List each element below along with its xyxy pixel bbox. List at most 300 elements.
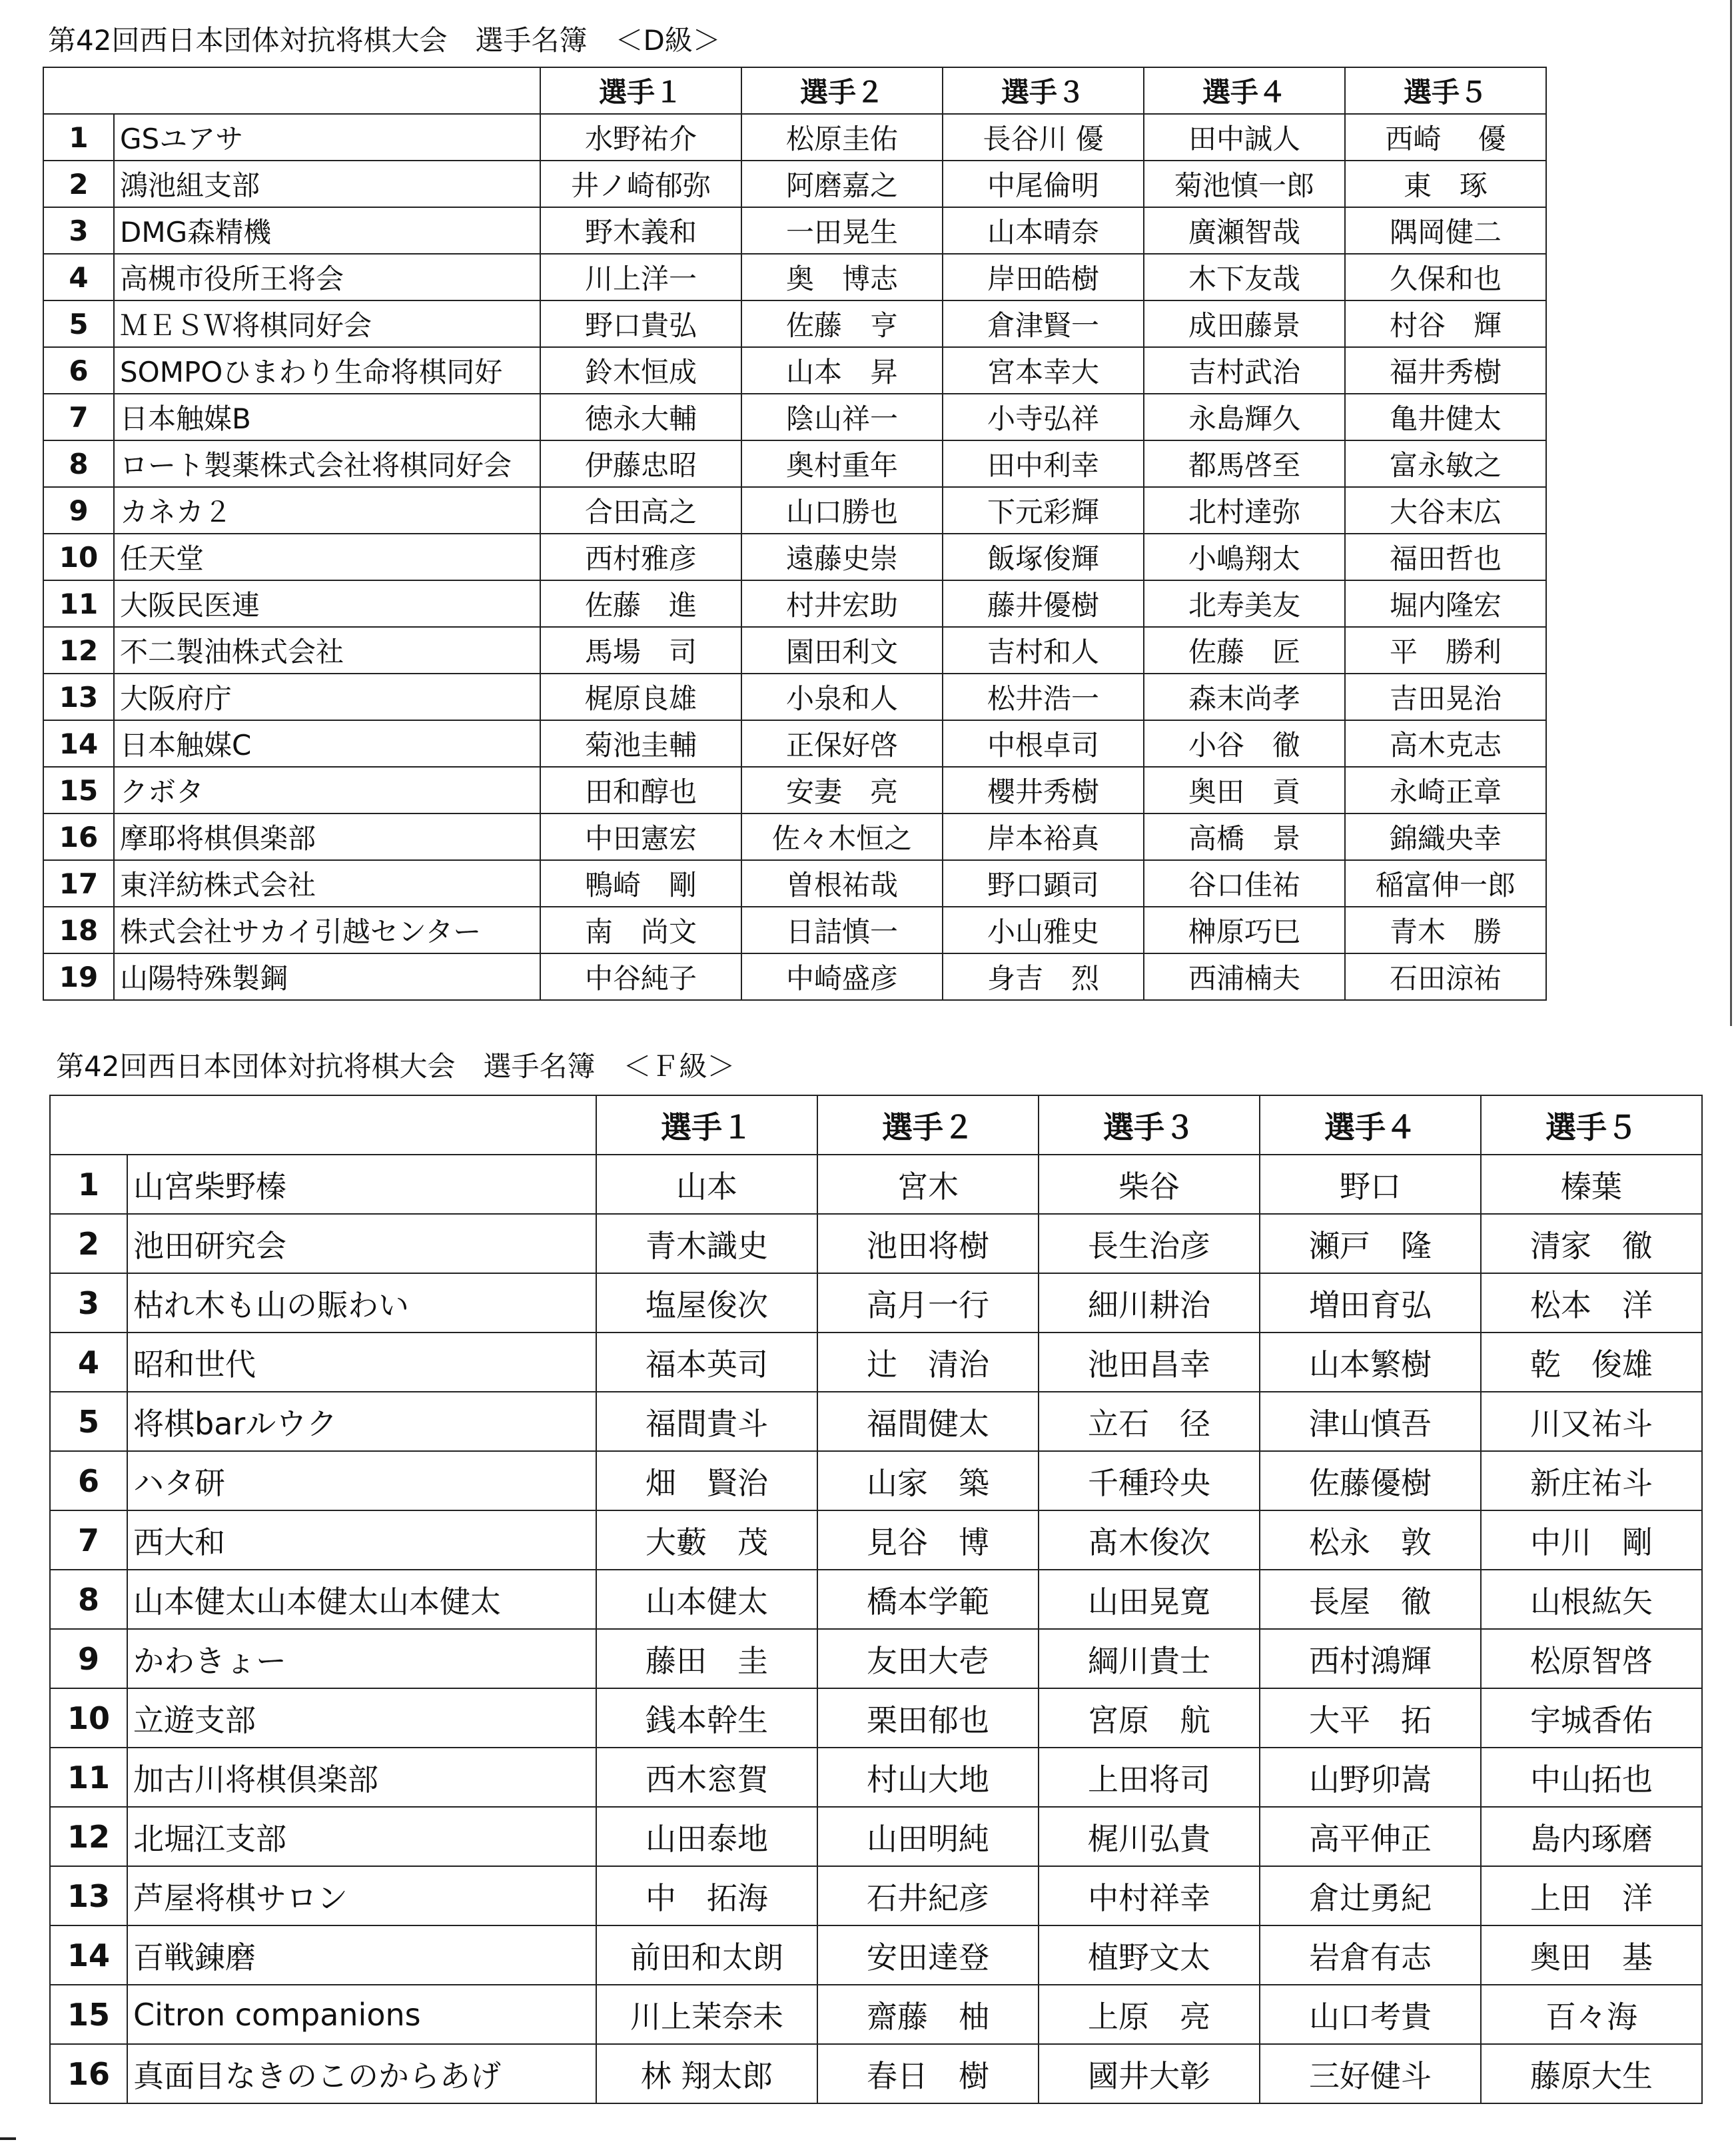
table-row <box>50 2044 1702 2103</box>
player-1-name: 鈴木恒成 <box>540 347 741 394</box>
player-1-name: 大藪 茂 <box>596 1510 817 1570</box>
player-3-name: 細川耕治 <box>1039 1273 1260 1333</box>
player-1-name: 伊藤忠昭 <box>540 440 741 487</box>
player-3-name: 綱川貴士 <box>1039 1629 1260 1688</box>
player-3-name: 吉村和人 <box>943 627 1144 674</box>
row-number: 10 <box>43 534 114 580</box>
header-player-3: 選手３ <box>1039 1095 1260 1155</box>
player-5-name: 久保和也 <box>1345 254 1546 300</box>
player-3-name: 櫻井秀樹 <box>943 767 1144 813</box>
row-number: 12 <box>50 1807 127 1866</box>
team-name: 日本触媒C <box>114 720 540 767</box>
player-4-name: 菊池慎一郎 <box>1144 161 1345 207</box>
team-name: SOMPOひまわり生命将棋同好 <box>114 347 540 394</box>
table-row <box>43 487 1546 534</box>
player-1-name: 福本英司 <box>596 1333 817 1392</box>
player-4-name: 成田藤景 <box>1144 300 1345 347</box>
player-4-name: 奥田 貢 <box>1144 767 1345 813</box>
table-header-row <box>43 67 1546 114</box>
header-player-3: 選手３ <box>943 67 1144 114</box>
player-1-name: 藤田 圭 <box>596 1629 817 1688</box>
row-number: 4 <box>43 254 114 300</box>
player-1-name: 山本健太 <box>596 1570 817 1629</box>
player-5-name: 山根紘矢 <box>1481 1570 1702 1629</box>
player-3-name: 梶川弘貴 <box>1039 1807 1260 1866</box>
player-4-name: 三好健斗 <box>1260 2044 1481 2103</box>
header-player-5: 選手５ <box>1345 67 1546 114</box>
team-name: 大阪府庁 <box>114 674 540 720</box>
team-name: DMG森精機 <box>114 207 540 254</box>
player-1-name: 徳永大輔 <box>540 394 741 440</box>
player-3-name: 中尾倫明 <box>943 161 1144 207</box>
player-3-name: 山田晃寛 <box>1039 1570 1260 1629</box>
player-3-name: 千種玲央 <box>1039 1451 1260 1510</box>
table-row <box>50 1985 1702 2044</box>
row-number: 9 <box>43 487 114 534</box>
team-name: 高槻市役所王将会 <box>114 254 540 300</box>
row-number: 3 <box>50 1273 127 1333</box>
header-player-1: 選手１ <box>596 1095 817 1155</box>
team-name: 摩耶将棋倶楽部 <box>114 813 540 860</box>
player-4-name: 田中誠人 <box>1144 114 1345 161</box>
player-2-name: 山田明純 <box>817 1807 1039 1866</box>
player-5-name: 奥田 基 <box>1481 1925 1702 1985</box>
player-1-name: 川上茉奈未 <box>596 1985 817 2044</box>
row-number: 15 <box>50 1985 127 2044</box>
player-3-name: 藤井優樹 <box>943 580 1144 627</box>
player-3-name: 柴谷 <box>1039 1155 1260 1214</box>
player-1-name: 野木義和 <box>540 207 741 254</box>
player-2-name: 日詰慎一 <box>741 907 943 953</box>
player-5-name: 福田哲也 <box>1345 534 1546 580</box>
player-1-name: 中 拓海 <box>596 1866 817 1925</box>
player-1-name: 福間貴斗 <box>596 1392 817 1451</box>
player-1-name: 中田憲宏 <box>540 813 741 860</box>
player-1-name: 林 翔太郎 <box>596 2044 817 2103</box>
player-4-name: 西村鴻輝 <box>1260 1629 1481 1688</box>
player-1-name: 佐藤 進 <box>540 580 741 627</box>
table-row <box>50 1510 1702 1570</box>
player-2-name: 佐々木恒之 <box>741 813 943 860</box>
player-2-name: 村井宏助 <box>741 580 943 627</box>
player-1-name: 水野祐介 <box>540 114 741 161</box>
player-1-name: 前田和太朗 <box>596 1925 817 1985</box>
team-name: ハタ研 <box>127 1451 596 1510</box>
team-name: 任天堂 <box>114 534 540 580</box>
player-5-name: 宇城香佑 <box>1481 1688 1702 1748</box>
player-4-name: 岩倉有志 <box>1260 1925 1481 1985</box>
table-row <box>43 207 1546 254</box>
player-4-name: 榊原巧巳 <box>1144 907 1345 953</box>
player-4-name: 瀬戸 隆 <box>1260 1214 1481 1273</box>
player-4-name: 木下友哉 <box>1144 254 1345 300</box>
row-number: 5 <box>50 1392 127 1451</box>
player-1-name: 合田高之 <box>540 487 741 534</box>
player-4-name: 小嶋翔太 <box>1144 534 1345 580</box>
team-name: 山陽特殊製鋼 <box>114 953 540 1000</box>
team-name: 鴻池組支部 <box>114 161 540 207</box>
header-player-2: 選手２ <box>817 1095 1039 1155</box>
table-row <box>50 1155 1702 1214</box>
table-row <box>50 1629 1702 1688</box>
player-5-name: 村谷 輝 <box>1345 300 1546 347</box>
player-5-name: 上田 洋 <box>1481 1866 1702 1925</box>
table-row <box>43 534 1546 580</box>
team-name: 株式会社サカイ引越センター <box>114 907 540 953</box>
player-1-name: 井ノ崎郁弥 <box>540 161 741 207</box>
player-4-name: 山口考貴 <box>1260 1985 1481 2044</box>
page-edge-line <box>1730 0 1732 1026</box>
team-name: 芦屋将棋サロン <box>127 1866 596 1925</box>
table-row <box>50 1748 1702 1807</box>
player-3-name: 下元彩輝 <box>943 487 1144 534</box>
player-3-name: 松井浩一 <box>943 674 1144 720</box>
table-row <box>50 1273 1702 1333</box>
row-number: 14 <box>43 720 114 767</box>
player-2-name: 阿磨嘉之 <box>741 161 943 207</box>
team-name: 池田研究会 <box>127 1214 596 1273</box>
table-row <box>50 1333 1702 1392</box>
player-4-name: 津山慎吾 <box>1260 1392 1481 1451</box>
player-5-name: 西崎 優 <box>1345 114 1546 161</box>
team-name: 昭和世代 <box>127 1333 596 1392</box>
player-5-name: 堀内隆宏 <box>1345 580 1546 627</box>
player-5-name: 石田涼祐 <box>1345 953 1546 1000</box>
table-row <box>43 114 1546 161</box>
player-4-name: 廣瀬智哉 <box>1144 207 1345 254</box>
player-5-name: 松原智啓 <box>1481 1629 1702 1688</box>
player-2-name: 奥 博志 <box>741 254 943 300</box>
row-number: 6 <box>43 347 114 394</box>
row-number: 17 <box>43 860 114 907</box>
table-row <box>50 1214 1702 1273</box>
player-2-name: 安田達登 <box>817 1925 1039 1985</box>
player-4-name: 倉辻勇紀 <box>1260 1866 1481 1925</box>
row-number: 11 <box>50 1748 127 1807</box>
row-number: 4 <box>50 1333 127 1392</box>
player-4-name: 山本繁樹 <box>1260 1333 1481 1392</box>
player-1-name: 山本 <box>596 1155 817 1214</box>
player-3-name: 植野文太 <box>1039 1925 1260 1985</box>
team-name: 真面目なきのこのからあげ <box>127 2044 596 2103</box>
team-name: GSユアサ <box>114 114 540 161</box>
player-2-name: 中崎盛彦 <box>741 953 943 1000</box>
row-number: 7 <box>43 394 114 440</box>
player-2-name: 村山大地 <box>817 1748 1039 1807</box>
player-2-name: 小泉和人 <box>741 674 943 720</box>
header-player-2: 選手２ <box>741 67 943 114</box>
player-4-name: 高平伸正 <box>1260 1807 1481 1866</box>
row-number: 1 <box>50 1155 127 1214</box>
player-1-name: 田和醇也 <box>540 767 741 813</box>
player-2-name: 春日 樹 <box>817 2044 1039 2103</box>
player-2-name: 宮木 <box>817 1155 1039 1214</box>
table-row <box>50 1866 1702 1925</box>
player-5-name: 大谷末広 <box>1345 487 1546 534</box>
row-number: 19 <box>43 953 114 1000</box>
player-1-name: 野口貴弘 <box>540 300 741 347</box>
table-row <box>50 1688 1702 1748</box>
row-number: 14 <box>50 1925 127 1985</box>
player-3-name: 倉津賢一 <box>943 300 1144 347</box>
player-3-name: 宮本幸大 <box>943 347 1144 394</box>
table-row <box>43 860 1546 907</box>
player-4-name: 高橋 景 <box>1144 813 1345 860</box>
row-number: 12 <box>43 627 114 674</box>
player-5-name: 清家 徹 <box>1481 1214 1702 1273</box>
player-2-name: 見谷 博 <box>817 1510 1039 1570</box>
player-3-name: 中根卓司 <box>943 720 1144 767</box>
player-3-name: 髙木俊次 <box>1039 1510 1260 1570</box>
player-3-name: 岸田皓樹 <box>943 254 1144 300</box>
row-number: 13 <box>43 674 114 720</box>
player-1-name: 鴨崎 剛 <box>540 860 741 907</box>
header-player-4: 選手４ <box>1144 67 1345 114</box>
player-1-name: 梶原良雄 <box>540 674 741 720</box>
row-number: 7 <box>50 1510 127 1570</box>
player-2-name: 橋本学範 <box>817 1570 1039 1629</box>
table-row <box>43 347 1546 394</box>
team-name: ＭＥＳＷ将棋同好会 <box>114 300 540 347</box>
row-number: 16 <box>50 2044 127 2103</box>
table-row <box>50 1451 1702 1510</box>
header-player-4: 選手４ <box>1260 1095 1481 1155</box>
player-3-name: 田中利幸 <box>943 440 1144 487</box>
player-3-name: 野口顕司 <box>943 860 1144 907</box>
player-2-name: 栗田郁也 <box>817 1688 1039 1748</box>
player-4-name: 佐藤優樹 <box>1260 1451 1481 1510</box>
player-3-name: 中村祥幸 <box>1039 1866 1260 1925</box>
player-4-name: 松永 敦 <box>1260 1510 1481 1570</box>
row-number: 11 <box>43 580 114 627</box>
player-3-name: 宮原 航 <box>1039 1688 1260 1748</box>
page-corner-mark <box>0 2137 16 2140</box>
player-2-name: 曽根祐哉 <box>741 860 943 907</box>
row-number: 6 <box>50 1451 127 1510</box>
player-5-name: 乾 俊雄 <box>1481 1333 1702 1392</box>
team-name: 将棋barルウク <box>127 1392 596 1451</box>
player-2-name: 陰山祥一 <box>741 394 943 440</box>
player-3-name: 山本晴奈 <box>943 207 1144 254</box>
table-row <box>50 1925 1702 1985</box>
player-2-name: 山口勝也 <box>741 487 943 534</box>
player-1-name: 南 尚文 <box>540 907 741 953</box>
team-name: 北堀江支部 <box>127 1807 596 1866</box>
player-1-name: 西木窓賀 <box>596 1748 817 1807</box>
table-row <box>43 627 1546 674</box>
player-3-name: 飯塚俊輝 <box>943 534 1144 580</box>
player-5-name: 新庄祐斗 <box>1481 1451 1702 1510</box>
player-4-name: 北寿美友 <box>1144 580 1345 627</box>
player-5-name: 吉田晃治 <box>1345 674 1546 720</box>
team-name: 加古川将棋倶楽部 <box>127 1748 596 1807</box>
table-header-row <box>50 1095 1702 1155</box>
player-5-name: 永崎正章 <box>1345 767 1546 813</box>
f-class-title: 第42回西日本団体対抗将棋大会 選手名簿 ＜Ｆ級＞ <box>56 1050 735 1083</box>
player-2-name: 一田晃生 <box>741 207 943 254</box>
d-class-roster-table <box>43 67 1547 1001</box>
table-row <box>43 394 1546 440</box>
player-2-name: 遠藤史崇 <box>741 534 943 580</box>
header-blank <box>50 1095 596 1155</box>
player-2-name: 松原圭佑 <box>741 114 943 161</box>
team-name: 不二製油株式会社 <box>114 627 540 674</box>
player-5-name: 川又祐斗 <box>1481 1392 1702 1451</box>
row-number: 8 <box>50 1570 127 1629</box>
team-name: かわきょー <box>127 1629 596 1688</box>
table-row <box>43 813 1546 860</box>
team-name: 枯れ木も山の賑わい <box>127 1273 596 1333</box>
player-5-name: 富永敏之 <box>1345 440 1546 487</box>
player-3-name: 身吉 烈 <box>943 953 1144 1000</box>
team-name: 百戦錬磨 <box>127 1925 596 1985</box>
table-row <box>43 161 1546 207</box>
player-2-name: 山本 昇 <box>741 347 943 394</box>
table-row <box>43 953 1546 1000</box>
row-number: 16 <box>43 813 114 860</box>
player-3-name: 立石 径 <box>1039 1392 1260 1451</box>
row-number: 18 <box>43 907 114 953</box>
player-3-name: 長生治彦 <box>1039 1214 1260 1273</box>
row-number: 1 <box>43 114 114 161</box>
table-row <box>50 1392 1702 1451</box>
player-3-name: 上原 亮 <box>1039 1985 1260 2044</box>
player-4-name: 谷口佳祐 <box>1144 860 1345 907</box>
player-2-name: 石井紀彦 <box>817 1866 1039 1925</box>
player-5-name: 藤原大生 <box>1481 2044 1702 2103</box>
player-1-name: 川上洋一 <box>540 254 741 300</box>
player-2-name: 佐藤 亨 <box>741 300 943 347</box>
team-name: カネカ２ <box>114 487 540 534</box>
table-row <box>43 440 1546 487</box>
player-3-name: 岸本裕真 <box>943 813 1144 860</box>
player-4-name: 佐藤 匠 <box>1144 627 1345 674</box>
player-4-name: 大平 拓 <box>1260 1688 1481 1748</box>
row-number: 2 <box>43 161 114 207</box>
header-blank <box>43 67 540 114</box>
player-5-name: 中山拓也 <box>1481 1748 1702 1807</box>
player-1-name: 中谷純子 <box>540 953 741 1000</box>
player-3-name: 池田昌幸 <box>1039 1333 1260 1392</box>
player-2-name: 辻 清治 <box>817 1333 1039 1392</box>
table-row <box>43 674 1546 720</box>
player-5-name: 稲富伸一郎 <box>1345 860 1546 907</box>
table-row <box>50 1570 1702 1629</box>
player-3-name: 國井大彰 <box>1039 2044 1260 2103</box>
player-1-name: 菊池圭輔 <box>540 720 741 767</box>
row-number: 15 <box>43 767 114 813</box>
player-4-name: 西浦楠夫 <box>1144 953 1345 1000</box>
player-1-name: 山田泰地 <box>596 1807 817 1866</box>
player-4-name: 増田育弘 <box>1260 1273 1481 1333</box>
player-1-name: 銭本幹生 <box>596 1688 817 1748</box>
player-5-name: 青木 勝 <box>1345 907 1546 953</box>
player-4-name: 永島輝久 <box>1144 394 1345 440</box>
table-row <box>43 580 1546 627</box>
player-4-name: 野口 <box>1260 1155 1481 1214</box>
player-1-name: 塩屋俊次 <box>596 1273 817 1333</box>
player-4-name: 吉村武治 <box>1144 347 1345 394</box>
player-5-name: 亀井健太 <box>1345 394 1546 440</box>
player-5-name: 榛葉 <box>1481 1155 1702 1214</box>
player-3-name: 小山雅史 <box>943 907 1144 953</box>
player-2-name: 池田将樹 <box>817 1214 1039 1273</box>
team-name: クボタ <box>114 767 540 813</box>
team-name: 山本健太山本健太山本健太 <box>127 1570 596 1629</box>
player-5-name: 島内琢磨 <box>1481 1807 1702 1866</box>
player-5-name: 福井秀樹 <box>1345 347 1546 394</box>
table-row <box>43 767 1546 813</box>
row-number: 9 <box>50 1629 127 1688</box>
header-player-5: 選手５ <box>1481 1095 1702 1155</box>
f-class-roster-table <box>49 1095 1703 2104</box>
row-number: 3 <box>43 207 114 254</box>
team-name: 西大和 <box>127 1510 596 1570</box>
player-5-name: 中川 剛 <box>1481 1510 1702 1570</box>
player-1-name: 馬場 司 <box>540 627 741 674</box>
player-5-name: 隅岡健二 <box>1345 207 1546 254</box>
player-4-name: 山野卯嵩 <box>1260 1748 1481 1807</box>
player-5-name: 高木克志 <box>1345 720 1546 767</box>
player-4-name: 小谷 徹 <box>1144 720 1345 767</box>
table-row <box>50 1807 1702 1866</box>
player-2-name: 福間健太 <box>817 1392 1039 1451</box>
player-2-name: 山家 築 <box>817 1451 1039 1510</box>
team-name: Citron companions <box>127 1985 596 2044</box>
player-2-name: 安妻 亮 <box>741 767 943 813</box>
player-3-name: 長谷川 優 <box>943 114 1144 161</box>
player-5-name: 百々海 <box>1481 1985 1702 2044</box>
team-name: 山宮柴野榛 <box>127 1155 596 1214</box>
d-class-title: 第42回西日本団体対抗将棋大会 選手名簿 ＜D級＞ <box>48 24 721 57</box>
row-number: 5 <box>43 300 114 347</box>
player-5-name: 錦織央幸 <box>1345 813 1546 860</box>
player-1-name: 畑 賢治 <box>596 1451 817 1510</box>
player-2-name: 園田利文 <box>741 627 943 674</box>
team-name: 日本触媒B <box>114 394 540 440</box>
player-2-name: 正保好啓 <box>741 720 943 767</box>
table-row <box>43 720 1546 767</box>
player-3-name: 小寺弘祥 <box>943 394 1144 440</box>
row-number: 13 <box>50 1866 127 1925</box>
player-5-name: 東 琢 <box>1345 161 1546 207</box>
player-4-name: 北村達弥 <box>1144 487 1345 534</box>
player-2-name: 齋藤 柚 <box>817 1985 1039 2044</box>
player-3-name: 上田将司 <box>1039 1748 1260 1807</box>
table-row <box>43 300 1546 347</box>
header-player-1: 選手１ <box>540 67 741 114</box>
player-4-name: 長屋 徹 <box>1260 1570 1481 1629</box>
table-row <box>43 254 1546 300</box>
team-name: 東洋紡株式会社 <box>114 860 540 907</box>
player-4-name: 都馬啓至 <box>1144 440 1345 487</box>
player-1-name: 青木識史 <box>596 1214 817 1273</box>
player-5-name: 松本 洋 <box>1481 1273 1702 1333</box>
team-name: ロート製薬株式会社将棋同好会 <box>114 440 540 487</box>
player-5-name: 平 勝利 <box>1345 627 1546 674</box>
player-2-name: 友田大壱 <box>817 1629 1039 1688</box>
row-number: 8 <box>43 440 114 487</box>
row-number: 2 <box>50 1214 127 1273</box>
player-1-name: 西村雅彦 <box>540 534 741 580</box>
team-name: 立遊支部 <box>127 1688 596 1748</box>
table-row <box>43 907 1546 953</box>
player-2-name: 奥村重年 <box>741 440 943 487</box>
row-number: 10 <box>50 1688 127 1748</box>
player-4-name: 森末尚孝 <box>1144 674 1345 720</box>
player-2-name: 高月一行 <box>817 1273 1039 1333</box>
team-name: 大阪民医連 <box>114 580 540 627</box>
